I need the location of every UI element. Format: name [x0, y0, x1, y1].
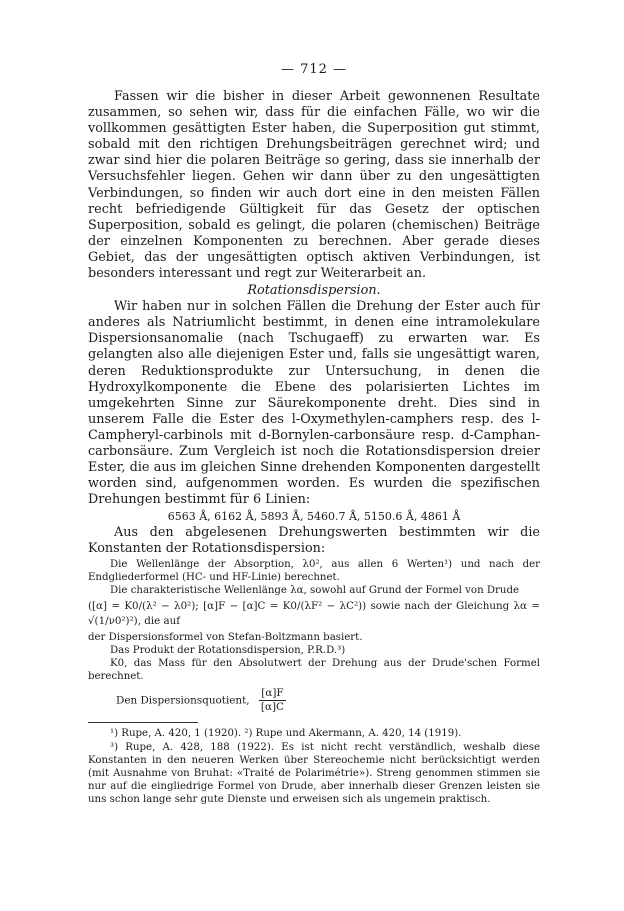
item-product: Das Produkt der Rotationsdispersion, P.R.D.³) [110, 644, 346, 656]
paragraph-summary: Fassen wir die bisher in dieser Arbeit gewonnenen Resultate zusammen, so sehen wir, dass für die einfachen Fälle, wo wir die vollkommen gesättigten Ester haben, die Superposition gut stimmt, sobald mit den richtigen Drehungsbeiträgen gerechnet wird; und zwar sind hier die polaren Beiträge so gering, dass sie innerhalb der Versuchsfehler liegen. Gehen wir dann über zu den ungesättigten Verbindungen, so finden wir auch dort eine in den meisten Fällen recht befriedigende Gültigkeit für das Gesetz der optischen Superposition, sobald es gelingt, die polaren (chemischen) Beiträge der einzelnen Komponenten zu berechnen. Aber gerade dieses Gebiet, das der ungesättigten optisch aktiven Verbindungen, ist besonders interessant und regt zur Weiterarbeit an. [88, 89, 540, 282]
section-heading: Rotationsdispersion. [247, 283, 381, 299]
constants-list [88, 558, 540, 715]
quotient-label: Den Dispersionsquotient, [116, 694, 250, 707]
footnotes [88, 727, 540, 806]
footnote-3: ³) Rupe, A. 428, 188 (1922). Es ist nicht recht verständlich, weshalb diese Konstanten in den neueren Werken über Stereochemie nicht berücksichtigt werden (mit Ausnahme von Bruhat: «Traité de Polarimétrie»). Streng genommen stimmen sie nur auf die eingliedrige Formel von Drude, aber innerhalb dieser Grenzen leisten sie uns schon lange sehr gute Dienste und erweisen sich als ungemein praktisch. [88, 741, 540, 806]
main-text [88, 89, 540, 508]
paragraph-constants: Aus den abgelesenen Drehungswerten bestimmten wir die Konstanten der Rotationsdispersion: [88, 525, 540, 557]
wavelength-list: 6563 Å, 6162 Å, 5893 Å, 5460.7 Å, 5150.6 Å, 4861 Å [167, 510, 461, 524]
footnote-rule [88, 722, 198, 723]
page-number: — 712 — [280, 62, 348, 77]
dispersion-quotient [116, 687, 540, 714]
footnote-1-2: ¹) Rupe, A. 420, 1 (1920). ²) Rupe und Akermann, A. 420, 14 (1919). [110, 728, 462, 740]
item-characteristic-intro: Die charakteristische Wellenlänge λα, sowohl auf Grund der Formel von Drude [110, 584, 520, 596]
quotient-denominator: [α]C [260, 701, 284, 714]
item-k0: K0, das Mass für den Absolutwert der Drehung aus der Drude'schen Formel berechnet. [88, 658, 540, 683]
quotient-numerator: [α]F [259, 687, 286, 701]
drude-formula: ([α] = K0/(λ² − λ0²); [α]F − [α]C = K0/(λF² − λC²)) sowie nach der Gleichung λα = √(1/ν0²)²), die auf [88, 599, 540, 627]
paragraph-method: Wir haben nur in solchen Fällen die Drehung der Ester auch für anderes als Natriumlicht bestimmt, in denen eine intramolekulare Dispersionsanomalie (nach Tschugaeff) zu erwarten war. Es gelangten also alle diejenigen Ester und, falls sie ungesättigt waren, deren Reduktionsprodukte zur Untersuchung, in denen die Hydroxylkomponente die Ebene des polarisierten Lichtes im umgekehrten Sinne zur Säurekomponente dreht. Dies sind in unserem Falle die Ester des l-Oxymethylen-camphers resp. des l-Campheryl-carbinols mit d-Bornylen-carbonsäure resp. d-Camphan-carbonsäure. Zum Vergleich ist noch die Rotationsdispersion dreier Ester, die aus im gleichen Sinne drehenden Komponenten dargestellt worden sind, aufgenommen worden. Es wurden die spezifischen Drehungen bestimmt für 6 Linien: [88, 299, 540, 508]
item-absorption: Die Wellenlänge der Absorption, λ0², aus allen 6 Werten¹) und nach der Endgliederformel (HC- und HF-Linie) berechnet. [88, 558, 540, 583]
item-characteristic-end: der Dispersionsformel von Stefan-Boltzmann basiert. [88, 631, 363, 643]
page [88, 62, 540, 807]
